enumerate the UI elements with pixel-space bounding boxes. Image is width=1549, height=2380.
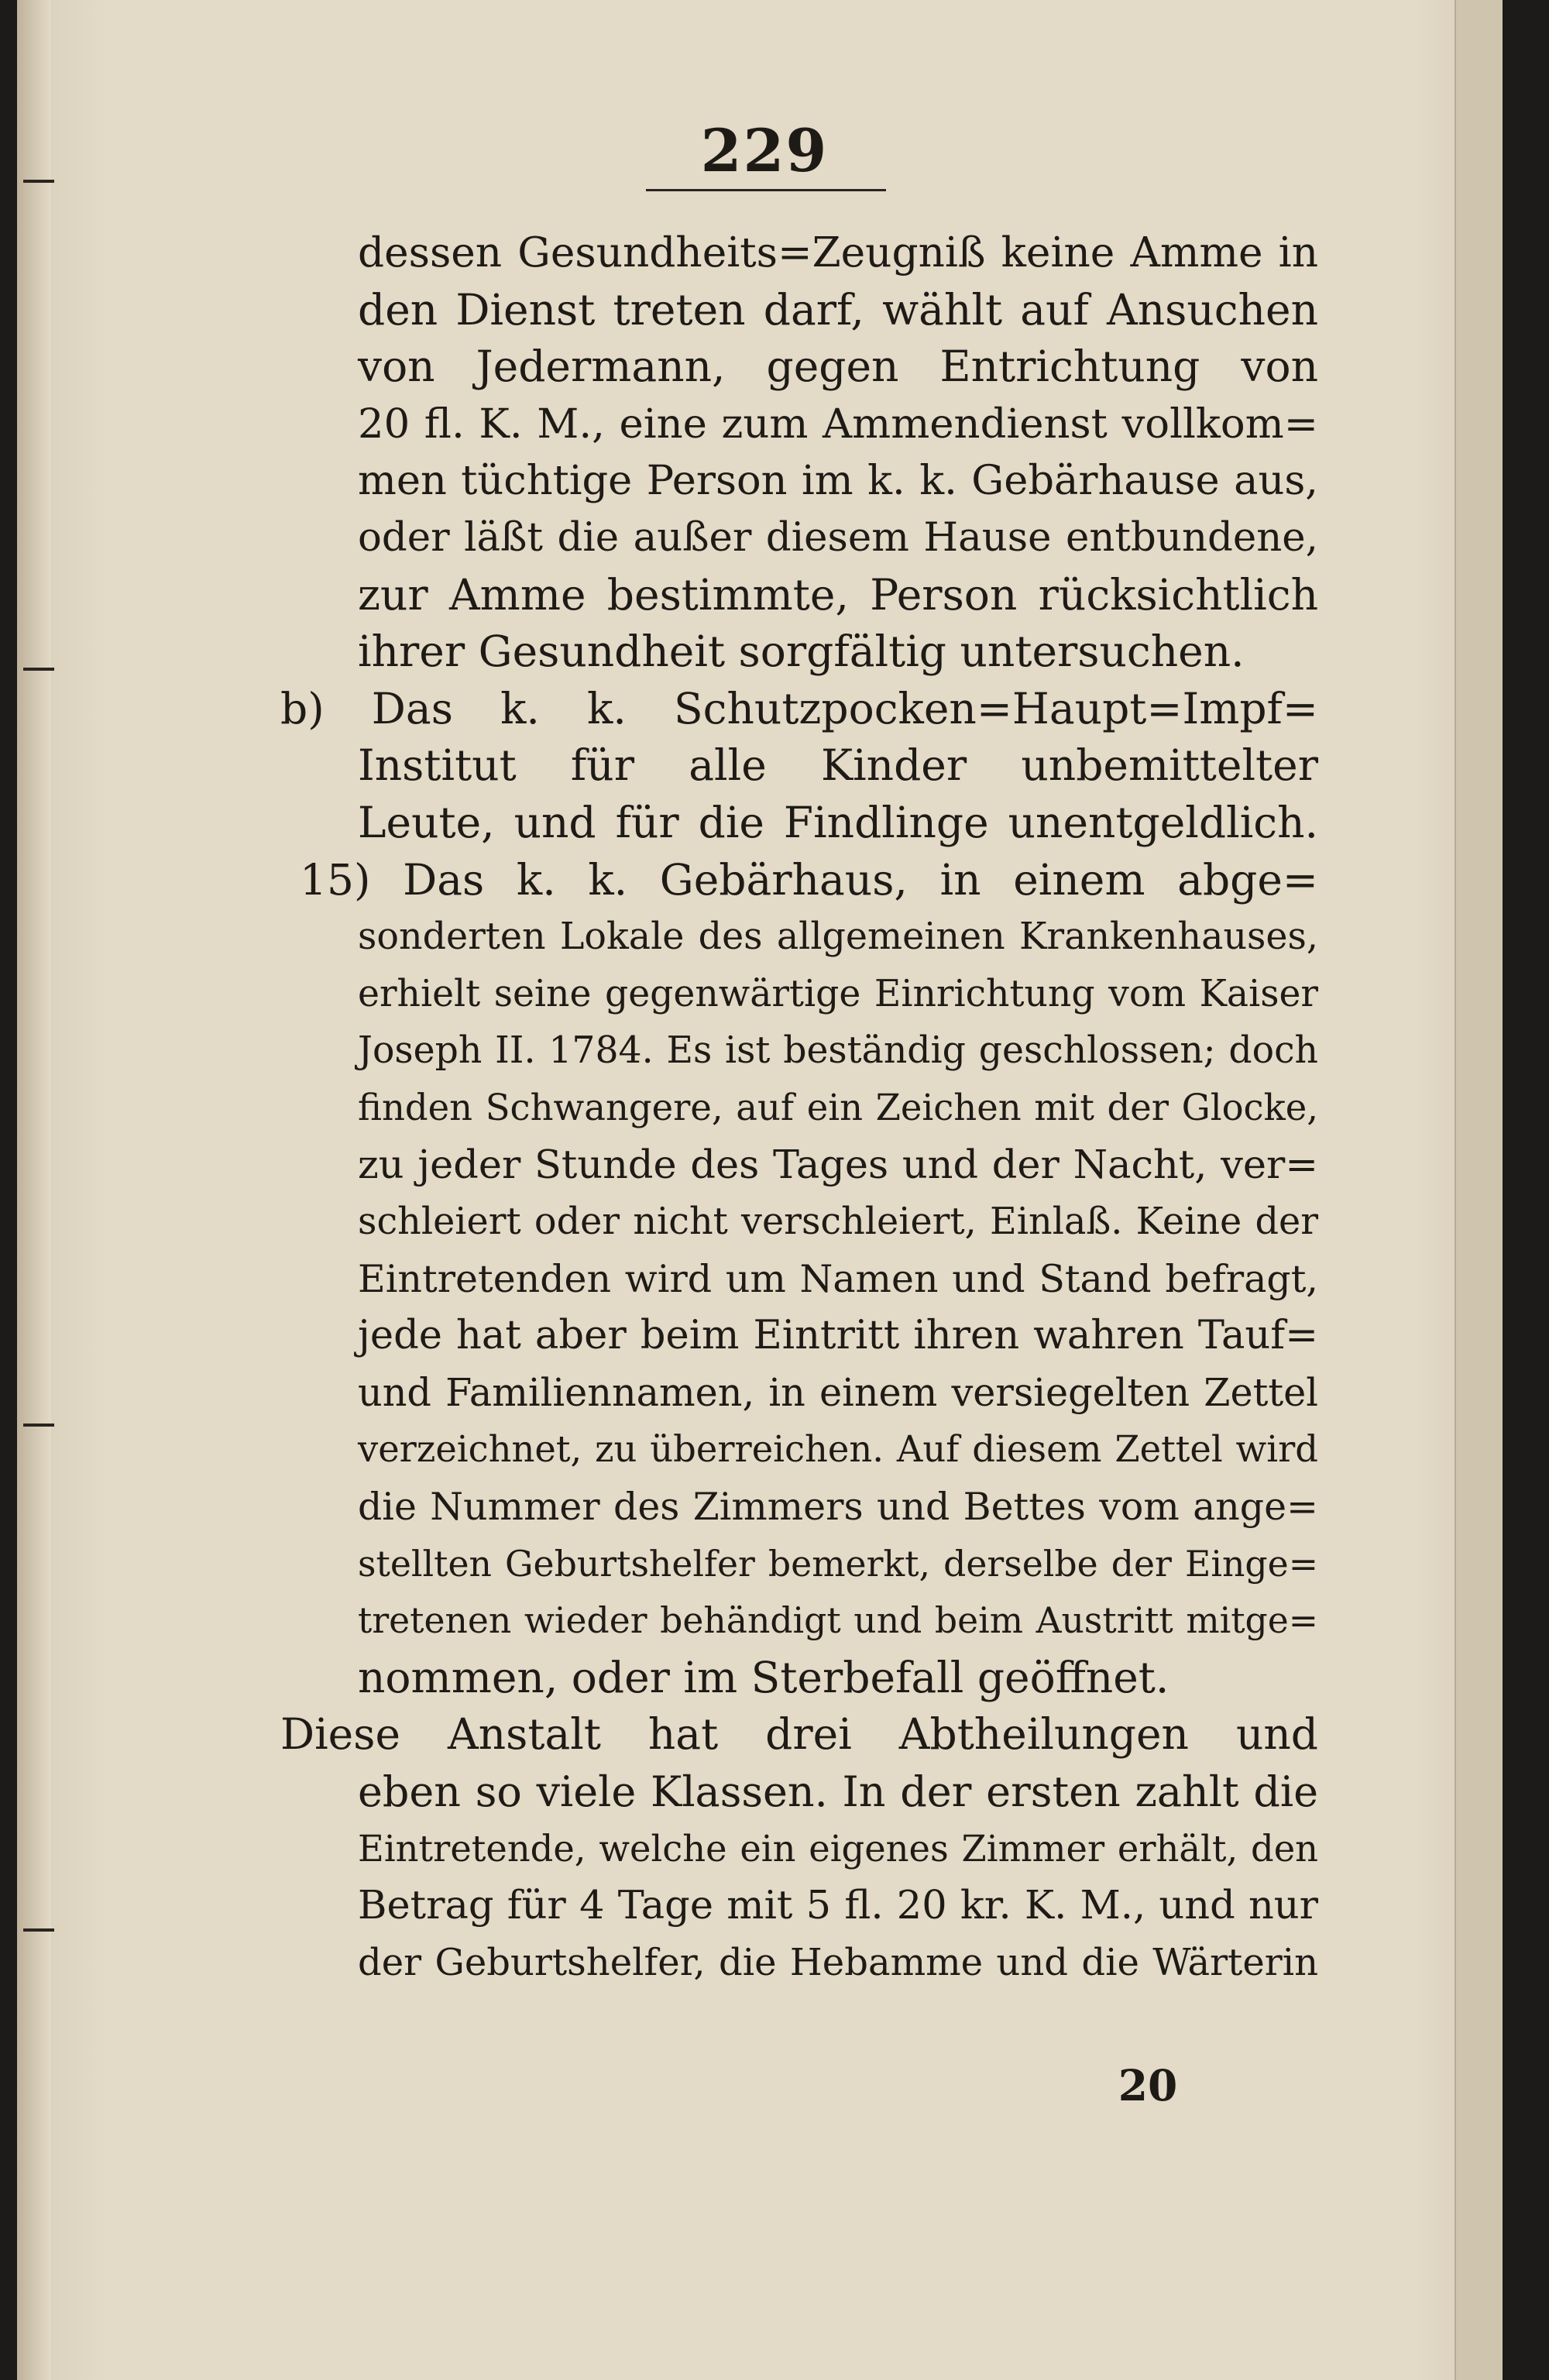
text-line: finden Schwangere, auf ein Zeichen mit der Glocke, bbox=[358, 1086, 1318, 1128]
text-line: dessen Gesundheits=Zeugniß keine Amme in bbox=[358, 228, 1318, 276]
text-line: Institut für alle Kinder unbemittelter bbox=[358, 740, 1318, 791]
text-line: und Familiennamen, in einem versiegelten Zettel bbox=[358, 1369, 1318, 1415]
binding-stitch bbox=[23, 1928, 54, 1932]
signature-mark: 20 bbox=[1118, 2060, 1178, 2110]
text-line: tretenen wieder behändigt und beim Austritt mitge= bbox=[358, 1600, 1318, 1642]
binding-stitch bbox=[23, 1424, 54, 1427]
text-line: Eintretenden wird um Namen und Stand befragt, bbox=[358, 1256, 1318, 1301]
text-line: b) Das k. k. Schutzpocken=Haupt=Impf= bbox=[280, 683, 1318, 733]
book-page bbox=[17, 0, 1503, 2380]
text-line: Eintretende, welche ein eigenes Zimmer erhält, den bbox=[358, 1827, 1318, 1870]
text-line: stellten Geburtshelfer bemerkt, derselbe der Einge= bbox=[358, 1543, 1318, 1585]
text-line: Diese Anstalt hat drei Abtheilungen und bbox=[280, 1709, 1318, 1760]
binding-stitch bbox=[23, 668, 54, 671]
text-line: Joseph II. 1784. Es ist beständig geschlossen; doch bbox=[358, 1029, 1318, 1073]
text-line: zur Amme bestimmte, Person rücksichtlich bbox=[358, 569, 1318, 620]
text-line: von Jedermann, gegen Entrichtung von bbox=[358, 342, 1318, 392]
text-line: oder läßt die außer diesem Hause entbundene, bbox=[358, 513, 1318, 561]
text-line: die Nummer des Zimmers und Bettes vom ange= bbox=[358, 1485, 1318, 1530]
text-line: den Dienst treten darf, wählt auf Ansuchen bbox=[358, 284, 1318, 335]
text-line: Betrag für 4 Tage mit 5 fl. 20 kr. K. M., und nur bbox=[358, 1883, 1318, 1929]
text-line: zu jeder Stunde des Tages und der Nacht, ver= bbox=[358, 1142, 1318, 1188]
text-line: verzeichnet, zu überreichen. Auf diesem Zettel wird bbox=[358, 1428, 1318, 1471]
text-line: jede hat aber beim Eintritt ihren wahren Tauf= bbox=[358, 1313, 1318, 1359]
page-number: 229 bbox=[700, 116, 829, 185]
binding-stitch bbox=[23, 180, 54, 183]
text-line: erhielt seine gegenwärtige Einrichtung vom Kaiser bbox=[358, 972, 1318, 1015]
text-line: 20 fl. K. M., eine zum Ammendienst vollkom= bbox=[358, 400, 1318, 448]
body-text bbox=[280, 225, 1318, 1991]
text-line: der Geburtshelfer, die Hebamme und die Wärterin bbox=[358, 1940, 1318, 1984]
text-line: sonderten Lokale des allgemeinen Krankenhauses, bbox=[358, 915, 1318, 959]
text-line: men tüchtige Person im k. k. Gebärhause aus, bbox=[358, 457, 1318, 505]
text-line: nommen, oder im Sterbefall geöffnet. bbox=[358, 1652, 1169, 1702]
header-rule bbox=[646, 189, 886, 191]
text-line: schleiert oder nicht verschleiert, Einlaß. Keine der bbox=[358, 1200, 1318, 1244]
text-line: eben so viele Klassen. In der ersten zahlt die bbox=[358, 1767, 1318, 1817]
gutter-fold bbox=[17, 0, 51, 2380]
text-line: Leute, und für die Findlinge unentgeldlich. bbox=[358, 797, 1318, 847]
text-line: 15) Das k. k. Gebärhaus, in einem abge= bbox=[300, 854, 1318, 905]
next-page-edge bbox=[1455, 0, 1503, 2380]
text-line: ihrer Gesundheit sorgfältig untersuchen. bbox=[358, 627, 1245, 677]
